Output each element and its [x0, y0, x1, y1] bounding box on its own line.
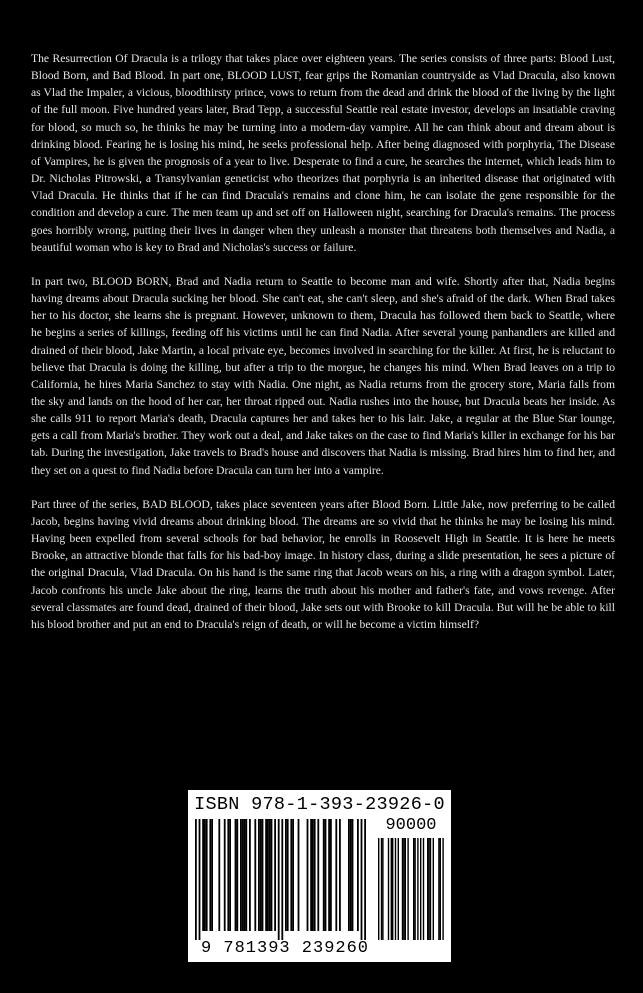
barcode-bar [428, 838, 429, 940]
barcode-bar [398, 838, 399, 940]
barcode-bar [392, 838, 393, 940]
barcode-bar [235, 819, 237, 931]
barcode-bar [328, 819, 330, 931]
barcode-bar [249, 819, 251, 931]
barcode-bar [339, 819, 341, 931]
barcode-bar [314, 819, 316, 931]
barcode-bar [281, 819, 283, 940]
barcode-bar [269, 819, 271, 931]
barcode-bar [378, 838, 379, 940]
barcode-bar [206, 819, 208, 931]
synopsis-paragraph-part-two: In part two, BLOOD BORN, Brad and Nadia return to Seattle to become man and wife. Shortly after that, Nadia begins having dreams about Dracula sucking her blood. She can't eat, she can't sleep, and she's afraid of the dark. When Brad takes her to his doctor, she learns she is pregnant. However, unknown to them, Dracula has followed them back to Seattle, where he begins a series of killings, feeding off his victims until he can find Nadia. After several young panhandlers are killed and drained of their blood, Jake Martin, a local private eye, becomes involved in searching for the killer. At first, he is reluctant to believe that Dracula is doing the killing, but after a trip to the morgue, he changes his mind. When Brad leaves on a trip to California, he hires Maria Sanchez to stay with Nadia. One night, as Nadia returns from the grocery store, Maria falls from the sky and lands on the hood of her car, her throat ripped out. Nadia rushes into the house, but Dracula beats her inside. As she calls 911 to report Maria's death, Dracula captures her and takes her to his lair. Jake, a regular at the Blue Star lounge, gets a call from Maria's brother. They work out a deal, and Jake takes on the case to find Maria's killer in exchange for his bar tab. During the investigation, Jake travels to Brad's house and discovers that Nadia is missing. Brad hires him to find her, and they set on a quest to find Nadia before Dracula can turn her into a vampire. [31, 274, 615, 477]
barcode-bar [310, 819, 312, 931]
barcode-bar [317, 819, 319, 931]
barcode-bar [245, 819, 247, 931]
barcode-bar [364, 819, 366, 940]
barcode-bar [211, 819, 213, 931]
barcode-bar [381, 838, 382, 940]
barcode-bar [382, 838, 383, 940]
barcode-bar [323, 819, 325, 931]
ean13-barcode-bars [195, 819, 375, 940]
isbn-barcode-block [188, 790, 451, 962]
barcode-bar [242, 819, 244, 931]
barcode-bar [262, 819, 264, 931]
barcode-bar [209, 819, 211, 931]
barcode-bar [350, 819, 352, 931]
barcode-bar [407, 838, 408, 940]
barcode-bar [285, 819, 287, 931]
barcode-bar [199, 819, 201, 940]
barcode-bar [218, 819, 220, 931]
barcode-bar [204, 819, 206, 931]
synopsis-paragraph-part-three: Part three of the series, BAD BLOOD, takes place seventeen years after Blood Born. Little Jake, now preferring to be called Jacob, begins having vivid dreams about drinking blood. The dreams are so vivid that he thinks he may be losing his mind. Having been expelled from several schools for bad behavior, he enrolls in Roosevelt High in Seattle. It is here he meets Brooke, an attractive blonde that falls for his bad-boy image. In history class, during a slide presentation, he sees a picture of the original Dracula, Vlad Dracula. On his hand is the same ring that Jacob wears on his, a ring with a dragon symbol. Later, Jacob confronts his uncle Jake about the ring, learns the truth about his mother and father's fate, and vows revenge. After several classmates are found dead, drained of their blood, Jake sets out with Brooke to kill Dracula. But will he be able to kill his blood brother and put an end to Dracula's reign of death, or will he become a victim himself? [31, 497, 615, 631]
price-code: 90000 [385, 816, 437, 835]
barcode-bar [307, 819, 309, 931]
barcode-bar [403, 838, 404, 940]
barcode-bar [260, 819, 262, 931]
barcode-bar [361, 819, 363, 940]
barcode-bar [402, 838, 403, 940]
barcode-bar [287, 819, 289, 931]
barcode-bar [227, 819, 229, 931]
back-cover-synopsis [31, 50, 615, 650]
barcode-bar [395, 838, 396, 940]
barcode-bar [352, 819, 354, 931]
barcode-bar [271, 819, 273, 931]
barcode-bar [258, 819, 260, 931]
barcode-bar [335, 819, 337, 931]
barcode-bar [278, 819, 280, 940]
barcode-bar [348, 819, 350, 931]
barcode-bar [195, 819, 197, 940]
barcode-bar [244, 819, 246, 931]
barcode-bar [224, 819, 226, 931]
barcode-bar [312, 819, 314, 931]
price-addon-barcode-bars [378, 838, 444, 940]
ean-digits: 9 781393 239260 [200, 939, 370, 958]
barcode-bar [433, 838, 434, 940]
barcode-bar [427, 838, 428, 940]
barcode-bar [414, 838, 415, 940]
barcode-bar [442, 838, 443, 940]
barcode-bar [391, 838, 392, 940]
barcode-bar [265, 819, 267, 931]
synopsis-paragraph-part-one: The Resurrection Of Dracula is a trilogy that takes place over eighteen years. The series consists of three parts: Blood Lust, Blood Born, and Bad Blood. In part one, BLOOD LUST, fear grips the Romanian countryside as Vlad Dracula, also known as Vlad the Impaler, a vicious, bloodthirsty prince, vows to return from the dead and drink the blood of the living by the light of the full moon. Five hundred years later, Brad Tepp, a successful Seattle real estate investor, develops an insatiable craving for blood, so much so, he thinks he may be turning into a modern-day vampire. All he can think about and dream about is drinking blood. Fearing he is losing his mind, he seeks professional help. After being diagnosed with porphyria, The Disease of Vampires, he is given the prognosis of a year to live. Desperate to find a cure, he searches the internet, which leads him to Dr. Nicholas Pitrowski, a Transylvanian geneticist who theorizes that porphyria is an inherited disease that originated with Vlad Dracula. He thinks that if he can find Dracula's remains and clone him, he can isolate the gene responsible for the condition and develop a cure. The men team up and set off on Halloween night, searching for Dracula's remains. The process goes horribly wrong, putting their lives in danger when they unleash a monster that threatens both themselves and Nadia, a beautiful woman who is key to Brad and Nicholas's success or failure. [31, 52, 615, 254]
barcode-bar [413, 838, 414, 940]
barcode-bar [423, 838, 424, 940]
barcode-bar [325, 819, 327, 931]
barcode-bar [417, 838, 418, 940]
barcode-bar [330, 819, 332, 931]
barcode-bar [357, 819, 359, 931]
barcode-bar [420, 838, 421, 940]
barcode-bar [298, 819, 300, 931]
barcode-bar [236, 819, 238, 931]
barcode-bar [240, 819, 242, 931]
barcode-bar [229, 819, 231, 931]
barcode-bar [254, 819, 256, 931]
barcode-bar [267, 819, 269, 931]
barcode-bar [388, 838, 389, 940]
isbn-number: ISBN 978-1-393-23926-0 [194, 794, 445, 815]
barcode-bar [274, 819, 276, 931]
barcode-bar [202, 819, 204, 931]
barcode-bar [440, 838, 441, 940]
barcode-bar [292, 819, 294, 931]
barcode-bar [438, 838, 439, 940]
barcode-bar [290, 819, 292, 931]
barcode-bar [405, 838, 406, 940]
barcode-bar [430, 838, 431, 940]
